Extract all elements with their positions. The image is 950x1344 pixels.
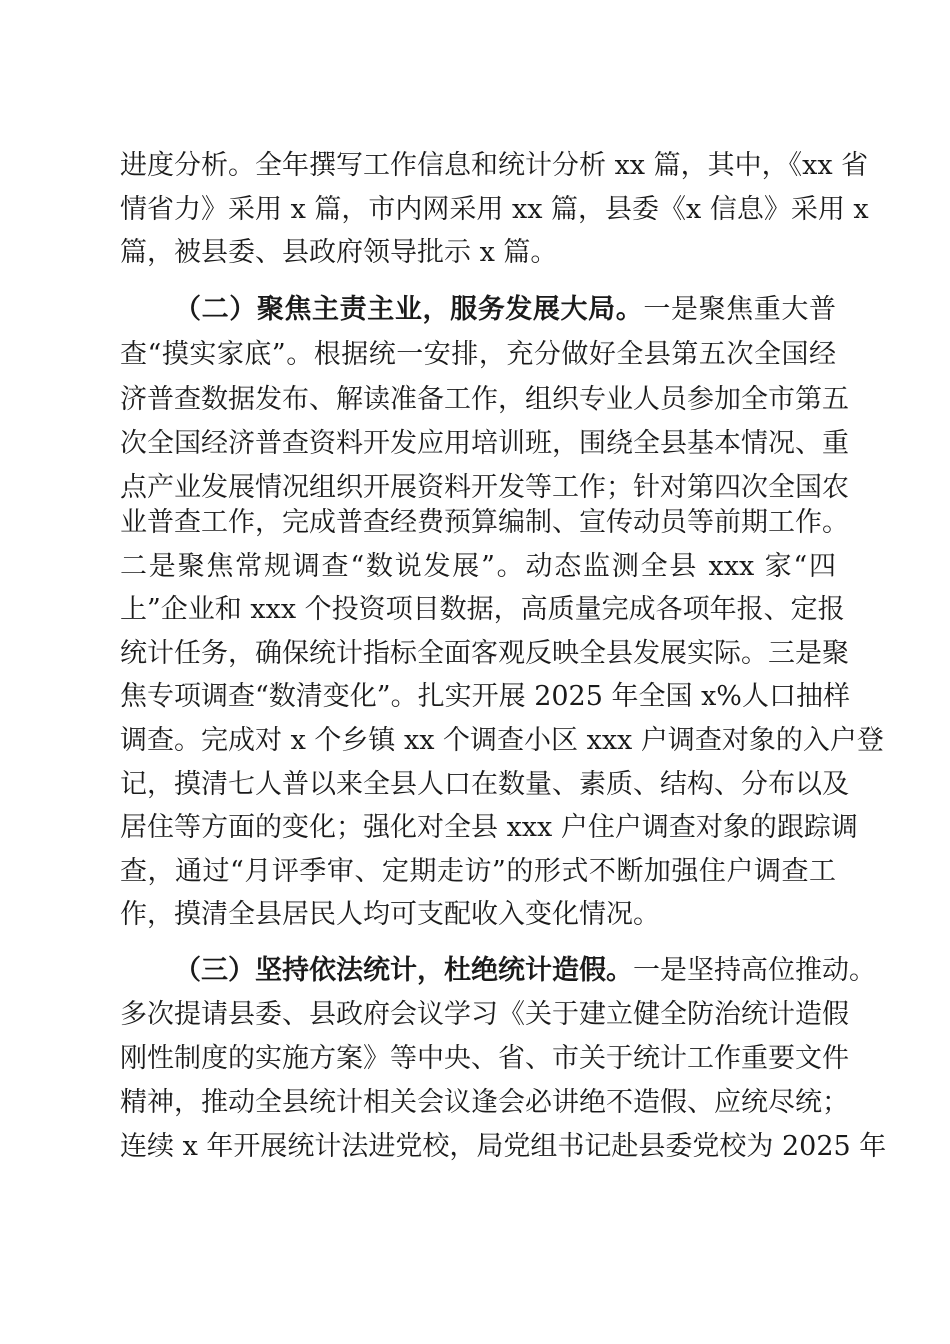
line-text: 点产业发展情况组织开展资料开发等工作；针对第四次全国农 xyxy=(120,472,849,503)
line-text: 篇，被县委、县政府领导批示 x 篇。 xyxy=(120,237,558,268)
line-text: 济普查数据发布、解读准备工作，组织专业人员参加全市第五 xyxy=(120,384,849,415)
text-line xyxy=(120,1083,849,1123)
text-line xyxy=(120,380,849,420)
section-heading: （二）聚焦主责主业，服务发展大局。 xyxy=(174,294,644,325)
text-line xyxy=(120,146,869,186)
line-text: 居住等方面的变化；强化对全县 xxx 户住户调查对象的跟踪调 xyxy=(120,812,858,843)
text-line xyxy=(120,547,836,587)
line-text: 情省力》采用 x 篇，市内网采用 xx 篇，县委《x 信息》采用 x xyxy=(120,194,869,225)
text-line xyxy=(120,424,849,464)
section-heading: （三）坚持依法统计，杜绝统计造假。 xyxy=(174,955,633,986)
text-line xyxy=(120,677,850,717)
line-text: 作，摸清全县居民人均可支配收入变化情况。 xyxy=(120,899,660,930)
text-line xyxy=(120,895,836,935)
line-text: 二是聚焦常规调查“数说发展”。动态监测全县 xxx 家“四 xyxy=(120,551,836,582)
line-text: 业普查工作，完成普查经费预算编制、宣传动员等前期工作。 xyxy=(120,507,849,538)
line-text: 查，通过“月评季审、定期走访”的形式不断加强住户调查工 xyxy=(120,856,836,887)
text-line xyxy=(120,634,849,674)
line-text: 上”企业和 xxx 个投资项目数据，高质量完成各项年报、定报 xyxy=(120,594,845,625)
text-line xyxy=(120,1039,849,1079)
line-text: 连续 x 年开展统计法进党校，局党组书记赴县委党校为 2025 年 xyxy=(120,1131,887,1162)
text-line xyxy=(120,808,858,848)
line-text: 记，摸清七人普以来全县人口在数量、素质、结构、分布以及 xyxy=(120,769,849,800)
line-text: 精神，推动全县统计相关会议逢会必讲绝不造假、应统尽统； xyxy=(120,1087,849,1118)
text-line xyxy=(174,951,876,991)
text-line xyxy=(120,233,836,273)
line-text: 查“摸实家底”。根据统一安排，充分做好全县第五次全国经 xyxy=(120,339,836,370)
line-text: 调查。完成对 x 个乡镇 xx 个调查小区 xxx 户调查对象的入户登 xyxy=(120,725,884,756)
line-text: 进度分析。全年撰写工作信息和统计分析 xx 篇，其中，《xx 省 xyxy=(120,150,869,181)
text-line xyxy=(120,852,836,892)
line-text: 焦专项调查“数清变化”。扎实开展 2025 年全国 x%人口抽样 xyxy=(120,681,850,712)
line-text: 刚性制度的实施方案》等中央、省、市关于统计工作重要文件 xyxy=(120,1043,849,1074)
text-line xyxy=(120,190,869,230)
line-text: 多次提请县委、县政府会议学习《关于建立健全防治统计造假 xyxy=(120,999,849,1030)
line-text: 次全国经济普查资料开发应用培训班，围绕全县基本情况、重 xyxy=(120,428,849,459)
line-text: 一是坚持高位推动。 xyxy=(633,955,876,986)
text-line xyxy=(120,765,849,805)
text-line xyxy=(120,590,845,630)
text-line xyxy=(120,721,884,761)
text-line xyxy=(120,1127,887,1167)
text-line xyxy=(120,335,836,375)
text-line xyxy=(120,468,849,508)
line-text: 一是聚焦重大普 xyxy=(643,294,837,325)
text-line xyxy=(120,503,849,543)
text-line xyxy=(174,290,836,330)
line-text: 统计任务，确保统计指标全面客观反映全县发展实际。三是聚 xyxy=(120,638,849,669)
text-line xyxy=(120,995,849,1035)
